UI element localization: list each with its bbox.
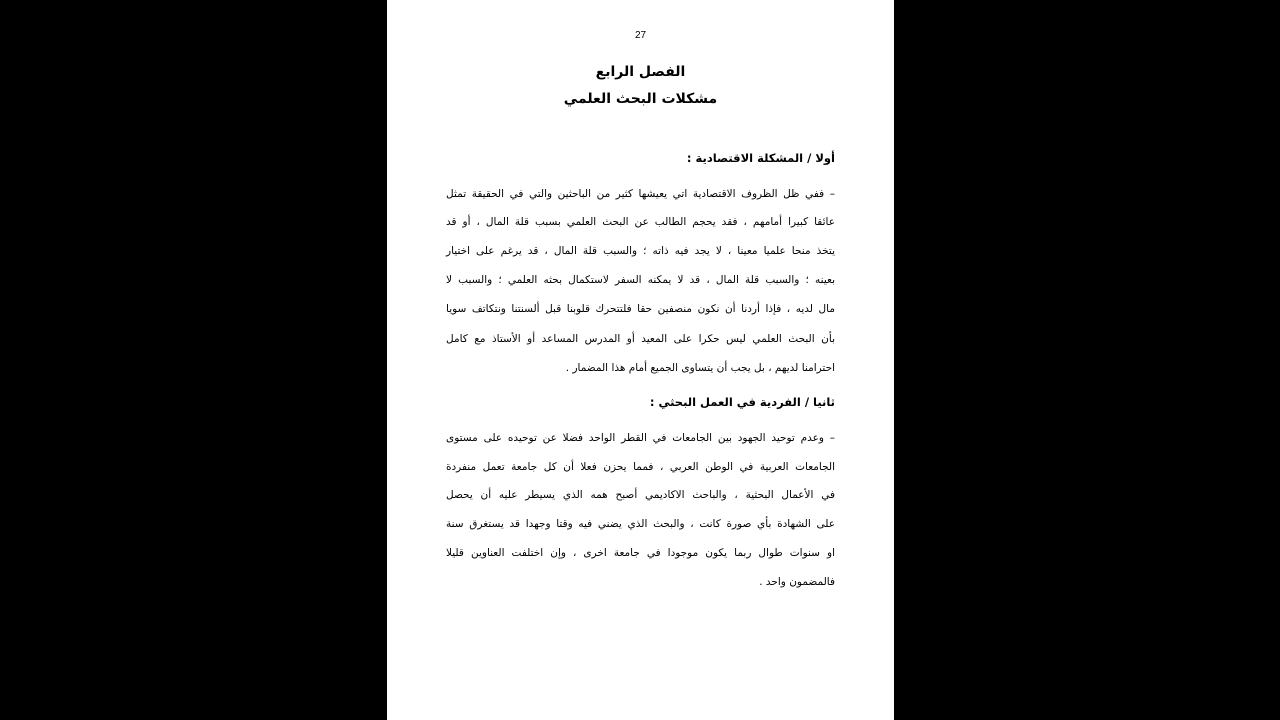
paragraph-line: الجامعات العربية في الوطن العربي ، فمما يحزن فعلا أن كل جامعة تعمل منفردة [446,461,835,473]
chapter-title: الفصل الرابع [595,64,686,80]
paragraph-line: او سنوات طوال ربما يكون موجودا في جامعة اخرى ، وإن اختلفت العناوين قليلا [446,547,835,559]
page-number: 27 [634,30,647,41]
paragraph-line: مال لديه ، فإذا أردنا أن نكون منصفين حقا فلتتحرك قلوبنا قبل ألسنتنا ونتكاتف سويا [446,303,835,315]
paragraph-line: فالمضمون واحد . [759,576,835,588]
paragraph-line: – وعدم توحيد الجهود بين الجامعات في القطر الواحد فضلا عن توحيده على مستوى [446,432,835,444]
paragraph-line: احترامنا لديهم ، بل يجب أن يتساوى الجميع أمام هذا المضمار . [565,362,835,374]
paragraph-line: يتخذ منحا علميا معينا ، لا يجد فيه ذاته ؛ والسبب قلة المال ، قد يرغم على اختيار [446,245,835,257]
paragraph-line: عائقا كبيرا أمامهم ، فقد يحجم الطالب عن البحث العلمي بسبب قلة المال ، أو قد [446,216,835,228]
document-page [387,0,894,720]
chapter-subtitle: مشكلات البحث العلمي [563,91,718,107]
section-heading-economic: أولا / المشكلة الاقتصادية : [686,151,835,165]
paragraph-line: – ففي ظل الظروف الاقتصادية اتي يعيشها كثير من الباحثين والتي في الحقيقة تمثل [446,188,835,200]
section-heading-individualism: ثانيا / الفردية في العمل البحثي : [649,395,835,409]
paragraph-line: في الأعمال البحثية ، والباحث الاكاديمي أصبح همه الذي يسيطر عليه أن يحصل [446,489,835,501]
paragraph-line: بعينه ؛ والسبب قلة المال ، قد لا يمكنه السفر لاستكمال بحثه العلمي ؛ والسبب لا [446,274,835,286]
paragraph-line: بأن البحث العلمي ليس حكرا على المعيد أو المدرس المساعد أو الأستاذ مع كامل [446,333,835,345]
paragraph-line: على الشهادة بأي صورة كانت ، والبحث الذي يضني فيه وقتا وجهدا قد يستغرق سنة [446,518,835,530]
